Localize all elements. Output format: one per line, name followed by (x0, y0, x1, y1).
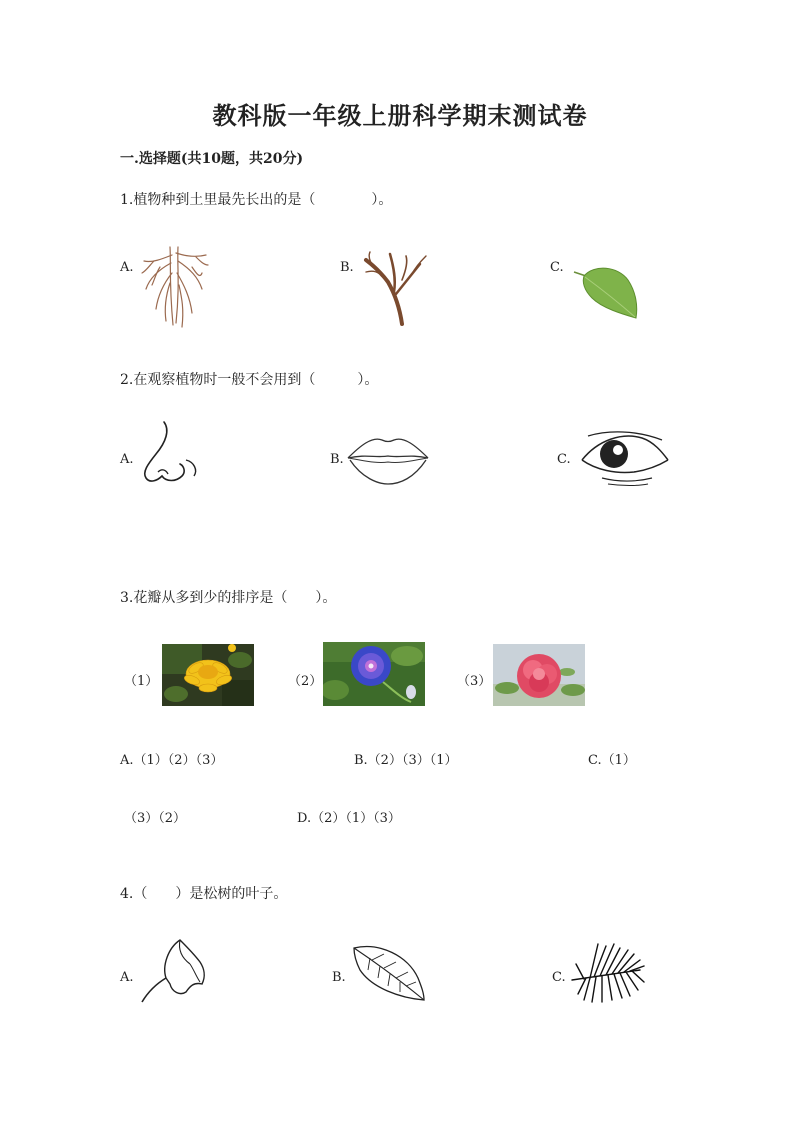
section-heading: 一.选择题(共10题，共20分) (120, 151, 304, 167)
question-4-stem: 4.（ ）是松树的叶子。 (120, 886, 288, 902)
q2-option-c-label[interactable]: C. (557, 452, 571, 467)
q3-image-3-label: （3） (457, 674, 492, 689)
q4-option-c-label[interactable]: C. (552, 970, 566, 985)
question-1-stem: 1.植物种到土里最先长出的是（ ）。 (120, 192, 393, 208)
peony-photo (493, 644, 585, 706)
question-2-stem: 2.在观察植物时一般不会用到（ ）。 (120, 372, 379, 388)
mouth-icon (346, 432, 430, 486)
q3-choice-a[interactable]: A.（1）（2）（3） (120, 753, 224, 768)
q3-image-2-label: （2） (288, 674, 323, 689)
pine-needles-icon (570, 940, 646, 1004)
q1-option-a-label[interactable]: A. (120, 260, 134, 275)
q3-choice-d[interactable]: D.（2）（1）（3） (297, 811, 401, 826)
q3-image-1-label: （1） (124, 674, 159, 689)
q4-option-b-label[interactable]: B. (332, 970, 346, 985)
roots-icon (140, 243, 210, 329)
q3-choice-c[interactable]: C.（1） (588, 753, 636, 768)
morning-glory-photo (323, 642, 425, 706)
page-title: 教科版一年级上册科学期末测试卷 (212, 101, 588, 130)
q3-choice-c-continued: （3）（2） (124, 811, 187, 826)
nose-icon (136, 420, 202, 486)
branch-icon (360, 250, 430, 326)
q1-option-b-label[interactable]: B. (340, 260, 354, 275)
eye-icon (578, 430, 670, 486)
leaf-icon (572, 264, 640, 320)
q4-option-a-label[interactable]: A. (120, 970, 134, 985)
broad-leaf-icon (350, 944, 426, 1002)
q2-option-a-label[interactable]: A. (120, 452, 134, 467)
ginkgo-leaf-icon (140, 936, 210, 1004)
q1-option-c-label[interactable]: C. (550, 260, 564, 275)
q3-choice-b[interactable]: B.（2）（3）（1） (354, 753, 458, 768)
chrysanthemum-photo (162, 644, 254, 706)
q2-option-b-label[interactable]: B. (330, 452, 344, 467)
question-3-stem: 3.花瓣从多到少的排序是（ ）。 (120, 590, 337, 606)
